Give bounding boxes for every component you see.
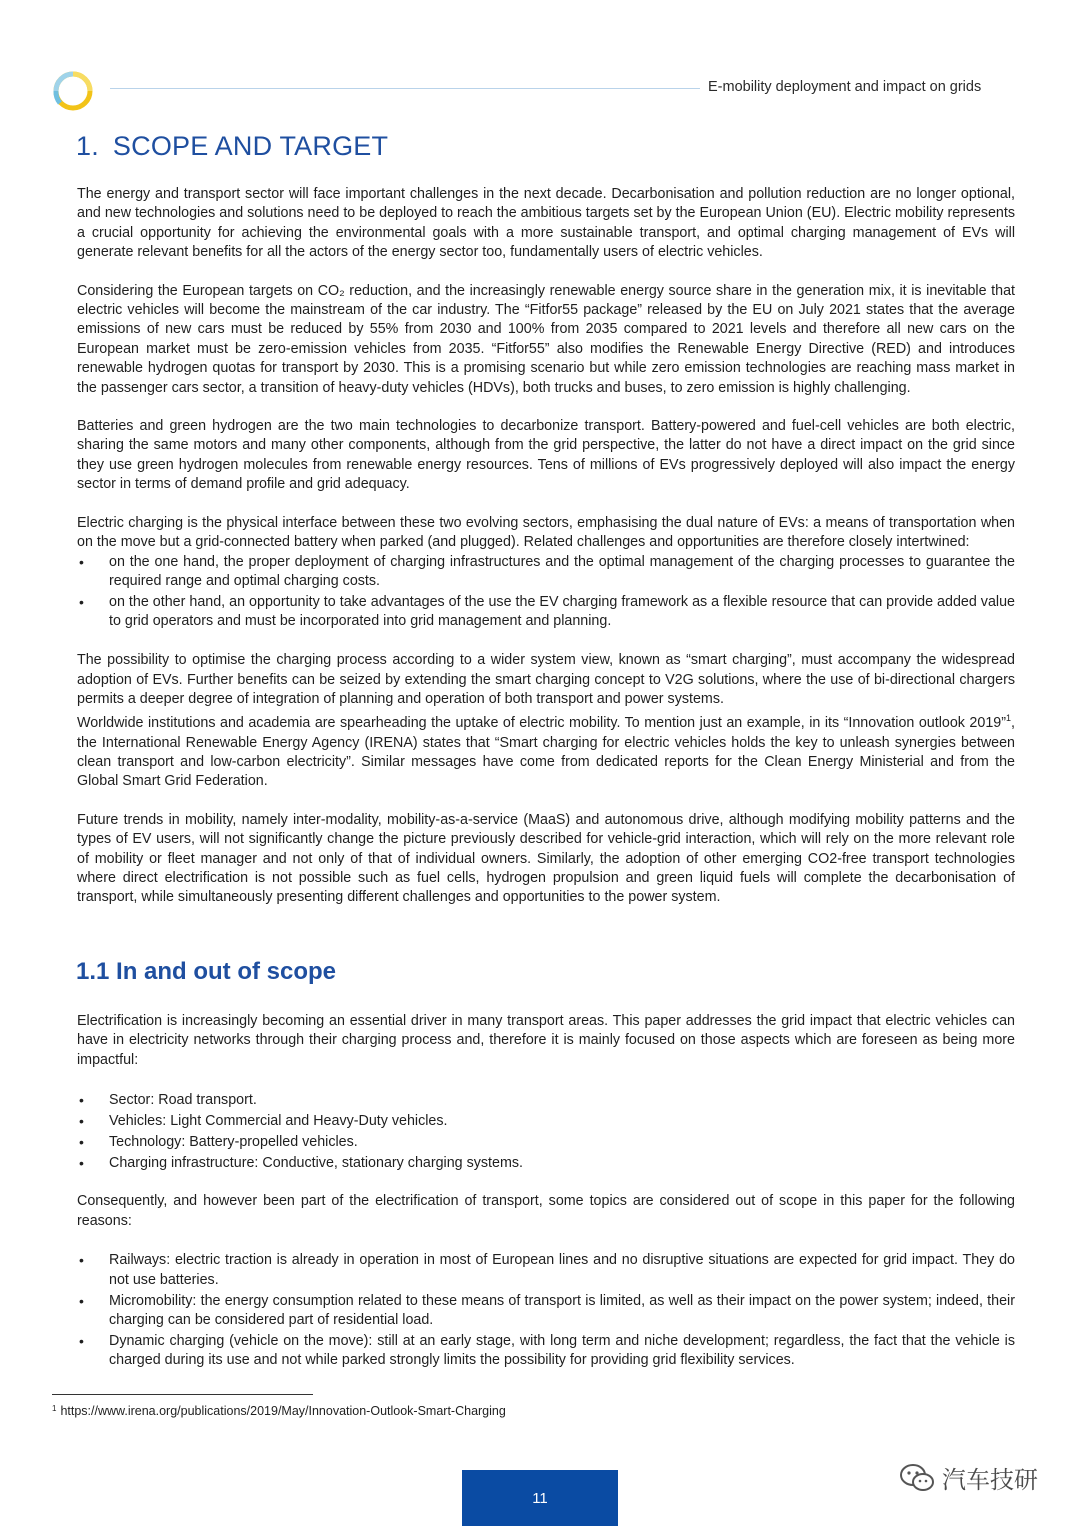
running-title: E-mobility deployment and impact on grids <box>708 79 982 95</box>
in-scope-list <box>77 1090 1015 1173</box>
bullet-icon: • <box>79 1092 84 1109</box>
section-heading <box>76 131 388 162</box>
bullet-icon: • <box>79 1332 84 1349</box>
paragraph: Considering the European targets on CO₂ reduction, and the increasingly renewable energy source share in the generation mix, it is inevitable that electric vehicles will become the mainstream of the car industry. The “Fitfor55 package” released by the EU on July 2021 states that the average emissions of new cars must be reduced by 55% from 2030 and 100% from 2035 compared to 2021 levels and therefore all new cars on the European market must be zero-emission vehicles from 2035. “Fitfor55” also modifies the Renewable Energy Directive (RED) and introduces renewable hydrogen quotas for transport by 2030. This is a promising scenario but while zero emission technologies are reaching mass market in the passenger cars sector, a transition of heavy-duty vehicles (HDVs), both trucks and buses, to zero emission is highly challenging. <box>77 282 1015 396</box>
paragraph: Electrification is increasingly becoming an essential driver in many transport areas. This paper addresses the grid impact that electric vehicles can have in electricity networks through their charging process and, therefore it is mainly focused on those aspects which are foreseen as being more impactful: <box>77 1013 1015 1068</box>
list-item: • on the one hand, the proper deployment of charging infrastructures and the optimal management of the charging processes to guarantee the required range and optimal charging costs. <box>79 553 1015 589</box>
watermark <box>898 1460 1038 1495</box>
bullet-icon: • <box>79 593 84 610</box>
footnote-link[interactable]: https://www.irena.org/publications/2019/May/Innovation-Outlook-Smart-Charging <box>60 1404 506 1418</box>
paragraph: The energy and transport sector will face important challenges in the next decade. Decarbonisation and pollution reduction are no longer optional, and new technologies and solutions need to be deployed to reach the ambitious targets set by the European Union (EU). Electric mobility represents a crucial opportunity for achieving the environmental goals with a more sustainable transport, and optimal charging management of EVs will generate relevant benefits for all the actors of the energy sector too, fundamentally users of electric vehicles. <box>77 186 1015 261</box>
list-item: • Technology: Battery-propelled vehicles. <box>77 1132 1015 1153</box>
footnote-separator <box>52 1394 313 1395</box>
footnote <box>52 1404 506 1418</box>
list-item: • Sector: Road transport. <box>77 1090 1015 1111</box>
watermark-text: 汽车技研 <box>942 1467 1038 1494</box>
footnote-ref[interactable]: 1 <box>1006 713 1012 724</box>
bullet-icon: • <box>79 1292 84 1309</box>
bullet-icon: • <box>79 1154 84 1171</box>
list-item: • Vehicles: Light Commercial and Heavy-Duty vehicles. <box>77 1111 1015 1132</box>
list-item: • on the other hand, an opportunity to take advantages of the use the EV charging framework as a flexible resource that can provide added value to grid operators and must be incorporated into grid management and planning. <box>79 593 1015 630</box>
paragraph: Electric charging is the physical interface between these two evolving sectors, emphasising the dual nature of EVs: a means of transportation when on the move but a grid-connected battery when parked (and plugged). Related challenges and opportunities are therefore closely intertwined: <box>77 514 1015 551</box>
list-item: • Railways: electric traction is already in operation in most of European lines and no disruptive situations are expected for grid impact. They do not use batteries. <box>79 1252 1015 1288</box>
bullet-icon: • <box>79 1133 84 1150</box>
paragraph: Batteries and green hydrogen are the two main technologies to decarbonize transport. Battery-powered and fuel-cell vehicles are both electric, sharing the same motors and many other components, although from the grid perspective, the latter do not have a direct impact on the grid since they use green hydrogen molecules from renewable energy resources. Tens of millions of EVs progressively deployed will also impact the energy sector in terms of demand profile and grid adequacy. <box>77 418 1015 493</box>
footnote-marker: 1 <box>52 1404 57 1413</box>
section-number: 1. <box>76 131 99 161</box>
bullet-icon: • <box>79 1113 84 1130</box>
out-of-scope-list <box>77 1251 1015 1370</box>
page-number-box <box>462 1470 618 1526</box>
header-rule <box>110 88 700 89</box>
paragraph: Worldwide institutions and academia are spearheading the uptake of electric mobility. To mention just an example, in its “Innovation outlook 2019”$^1$, the International Renewable Energy Agency (IRENA) states that “Smart charging for electric vehicles holds the key to unleash synergies between clean transport and low-carbon electricity”. Similar messages have come from dedicated reports for the Clean Energy Ministerial and from the Global Smart Grid Federation. <box>77 713 1015 790</box>
page-number: 11 <box>532 1489 548 1507</box>
paragraph: Future trends in mobility, namely inter-modality, mobility-as-a-service (MaaS) and autonomous drive, although modifying mobility patterns and the types of EV users, will not significantly change the picture previously described for vehicle-grid interaction, which will rely on the more relevant role of mobility or fleet manager and not only of that of individual owners. Similarly, the adoption of other emerging CO2-free transport technologies where direct electrification is not possible such as fuel cells, hydrogen propulsion and green liquid fuels will complete the decarbonisation of transport, while simultaneously presenting different challenges and opportunities to the power system. <box>77 811 1015 906</box>
list-item: • Micromobility: the energy consumption related to these means of transport is limited, as well as their impact on the power system; indeed, their charging can be considered part of residential load. <box>79 1292 1015 1328</box>
list-item: • Dynamic charging (vehicle on the move): still at an early stage, with long term and niche development; regardless, the fact that the vehicle is charged during its use and not while parked strongly limits the possibility for providing grid flexibility services. <box>79 1332 1015 1369</box>
bullet-icon: • <box>79 553 84 570</box>
bullet-icon: • <box>79 1252 84 1269</box>
section-1-body <box>77 185 1015 908</box>
paragraph: Consequently, and however been part of the electrification of transport, some topics are considered out of scope in this paper for the following reasons: <box>77 1193 1015 1229</box>
challenges-list <box>77 553 1015 632</box>
section-title: SCOPE AND TARGET <box>112 131 389 161</box>
list-item: • Charging infrastructure: Conductive, stationary charging systems. <box>77 1153 1015 1174</box>
subsection-heading: 1.1 In and out of scope <box>76 958 337 985</box>
section-1-1-body <box>77 1012 1015 1372</box>
paragraph: The possibility to optimise the charging process according to a wider system view, known as “smart charging”, must accompany the widespread adoption of EVs. Further benefits can be seized by extending the smart charging concept to V2G solutions, where the use of bi-directional chargers permits a deeper degree of integration of planning and operation of both transport and power systems. <box>77 652 1015 707</box>
wechat-icon <box>898 1462 936 1494</box>
logo-ring-icon <box>52 70 94 112</box>
